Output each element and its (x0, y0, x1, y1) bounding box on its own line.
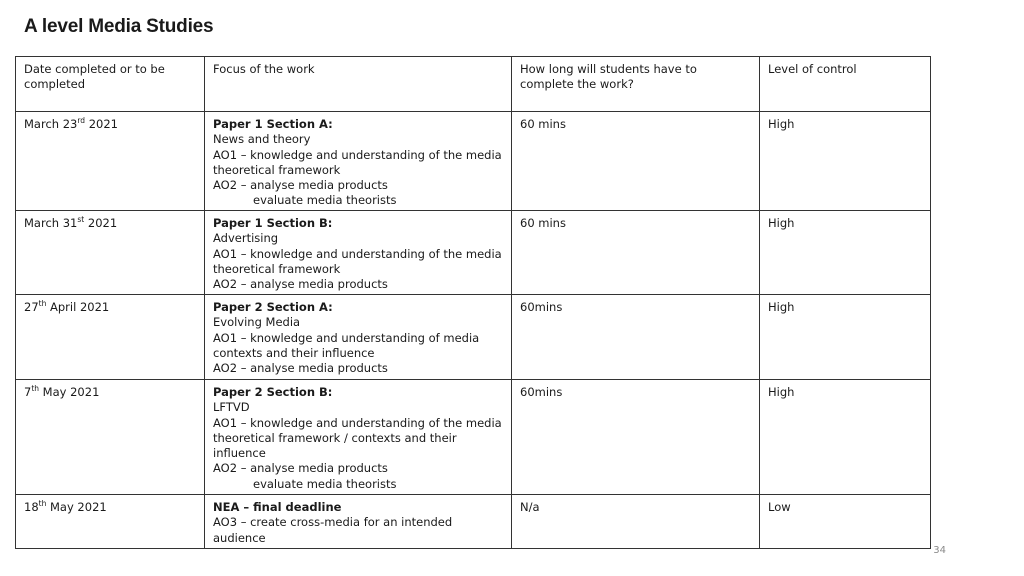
focus-heading: Paper 1 Section B: (213, 216, 333, 230)
header-focus: Focus of the work (205, 57, 512, 112)
table-header-row (16, 57, 931, 112)
duration-cell: 60 mins (512, 211, 760, 295)
focus-heading: NEA – final deadline (213, 500, 342, 514)
page-title: A level Media Studies (24, 16, 214, 37)
schedule-table (15, 56, 931, 549)
focus-heading: Paper 1 Section A: (213, 117, 333, 131)
focus-line: News and theory (213, 132, 311, 147)
focus-line: AO2 – analyse media products (213, 277, 388, 292)
control-cell: High (760, 211, 931, 295)
focus-line: AO2 – analyse media products (213, 361, 388, 376)
control-cell: Low (760, 495, 931, 549)
focus-line: AO2 – analyse media products (213, 461, 388, 476)
focus-cell (205, 211, 512, 295)
focus-line: AO1 – knowledge and understanding of media contexts and their influence (213, 330, 480, 360)
header-duration: How long will students have to complete the work? (512, 57, 760, 112)
control-cell: High (760, 380, 931, 495)
date-cell: March 23rd 2021 (16, 112, 205, 211)
control-cell: High (760, 112, 931, 211)
header-control: Level of control (760, 57, 931, 112)
table-row (16, 211, 931, 295)
focus-cell (205, 295, 512, 380)
focus-line: LFTVD (213, 400, 250, 415)
focus-cell (205, 495, 512, 549)
duration-cell: N/a (512, 495, 760, 549)
focus-line: Evolving Media (213, 315, 301, 330)
date-cell: March 31st 2021 (16, 211, 205, 295)
focus-line: AO1 – knowledge and understanding of the media theoretical framework / contexts and their influence (213, 415, 502, 461)
focus-heading: Paper 2 Section A: (213, 300, 333, 314)
focus-heading: Paper 2 Section B: (213, 385, 333, 399)
date-cell: 7th May 2021 (16, 380, 205, 495)
focus-cell (205, 380, 512, 495)
date-cell: 18th May 2021 (16, 495, 205, 549)
page-number: 34 (933, 545, 946, 556)
focus-line-indented: evaluate media theorists (253, 476, 397, 491)
header-date: Date completed or to be completed (16, 57, 205, 112)
date-cell: 27th April 2021 (16, 295, 205, 380)
control-cell: High (760, 295, 931, 380)
focus-line: AO2 – analyse media products (213, 178, 388, 193)
duration-cell: 60mins (512, 295, 760, 380)
duration-cell: 60mins (512, 380, 760, 495)
focus-cell (205, 112, 512, 211)
table-row (16, 295, 931, 380)
table-row (16, 112, 931, 211)
focus-line: AO3 – create cross-media for an intended audience (213, 515, 453, 545)
focus-line-indented: evaluate media theorists (253, 193, 397, 208)
focus-line: AO1 – knowledge and understanding of the media theoretical framework (213, 246, 502, 276)
table-row (16, 495, 931, 549)
focus-line: AO1 – knowledge and understanding of the media theoretical framework (213, 147, 502, 177)
duration-cell: 60 mins (512, 112, 760, 211)
table-row (16, 380, 931, 495)
focus-line: Advertising (213, 231, 279, 246)
